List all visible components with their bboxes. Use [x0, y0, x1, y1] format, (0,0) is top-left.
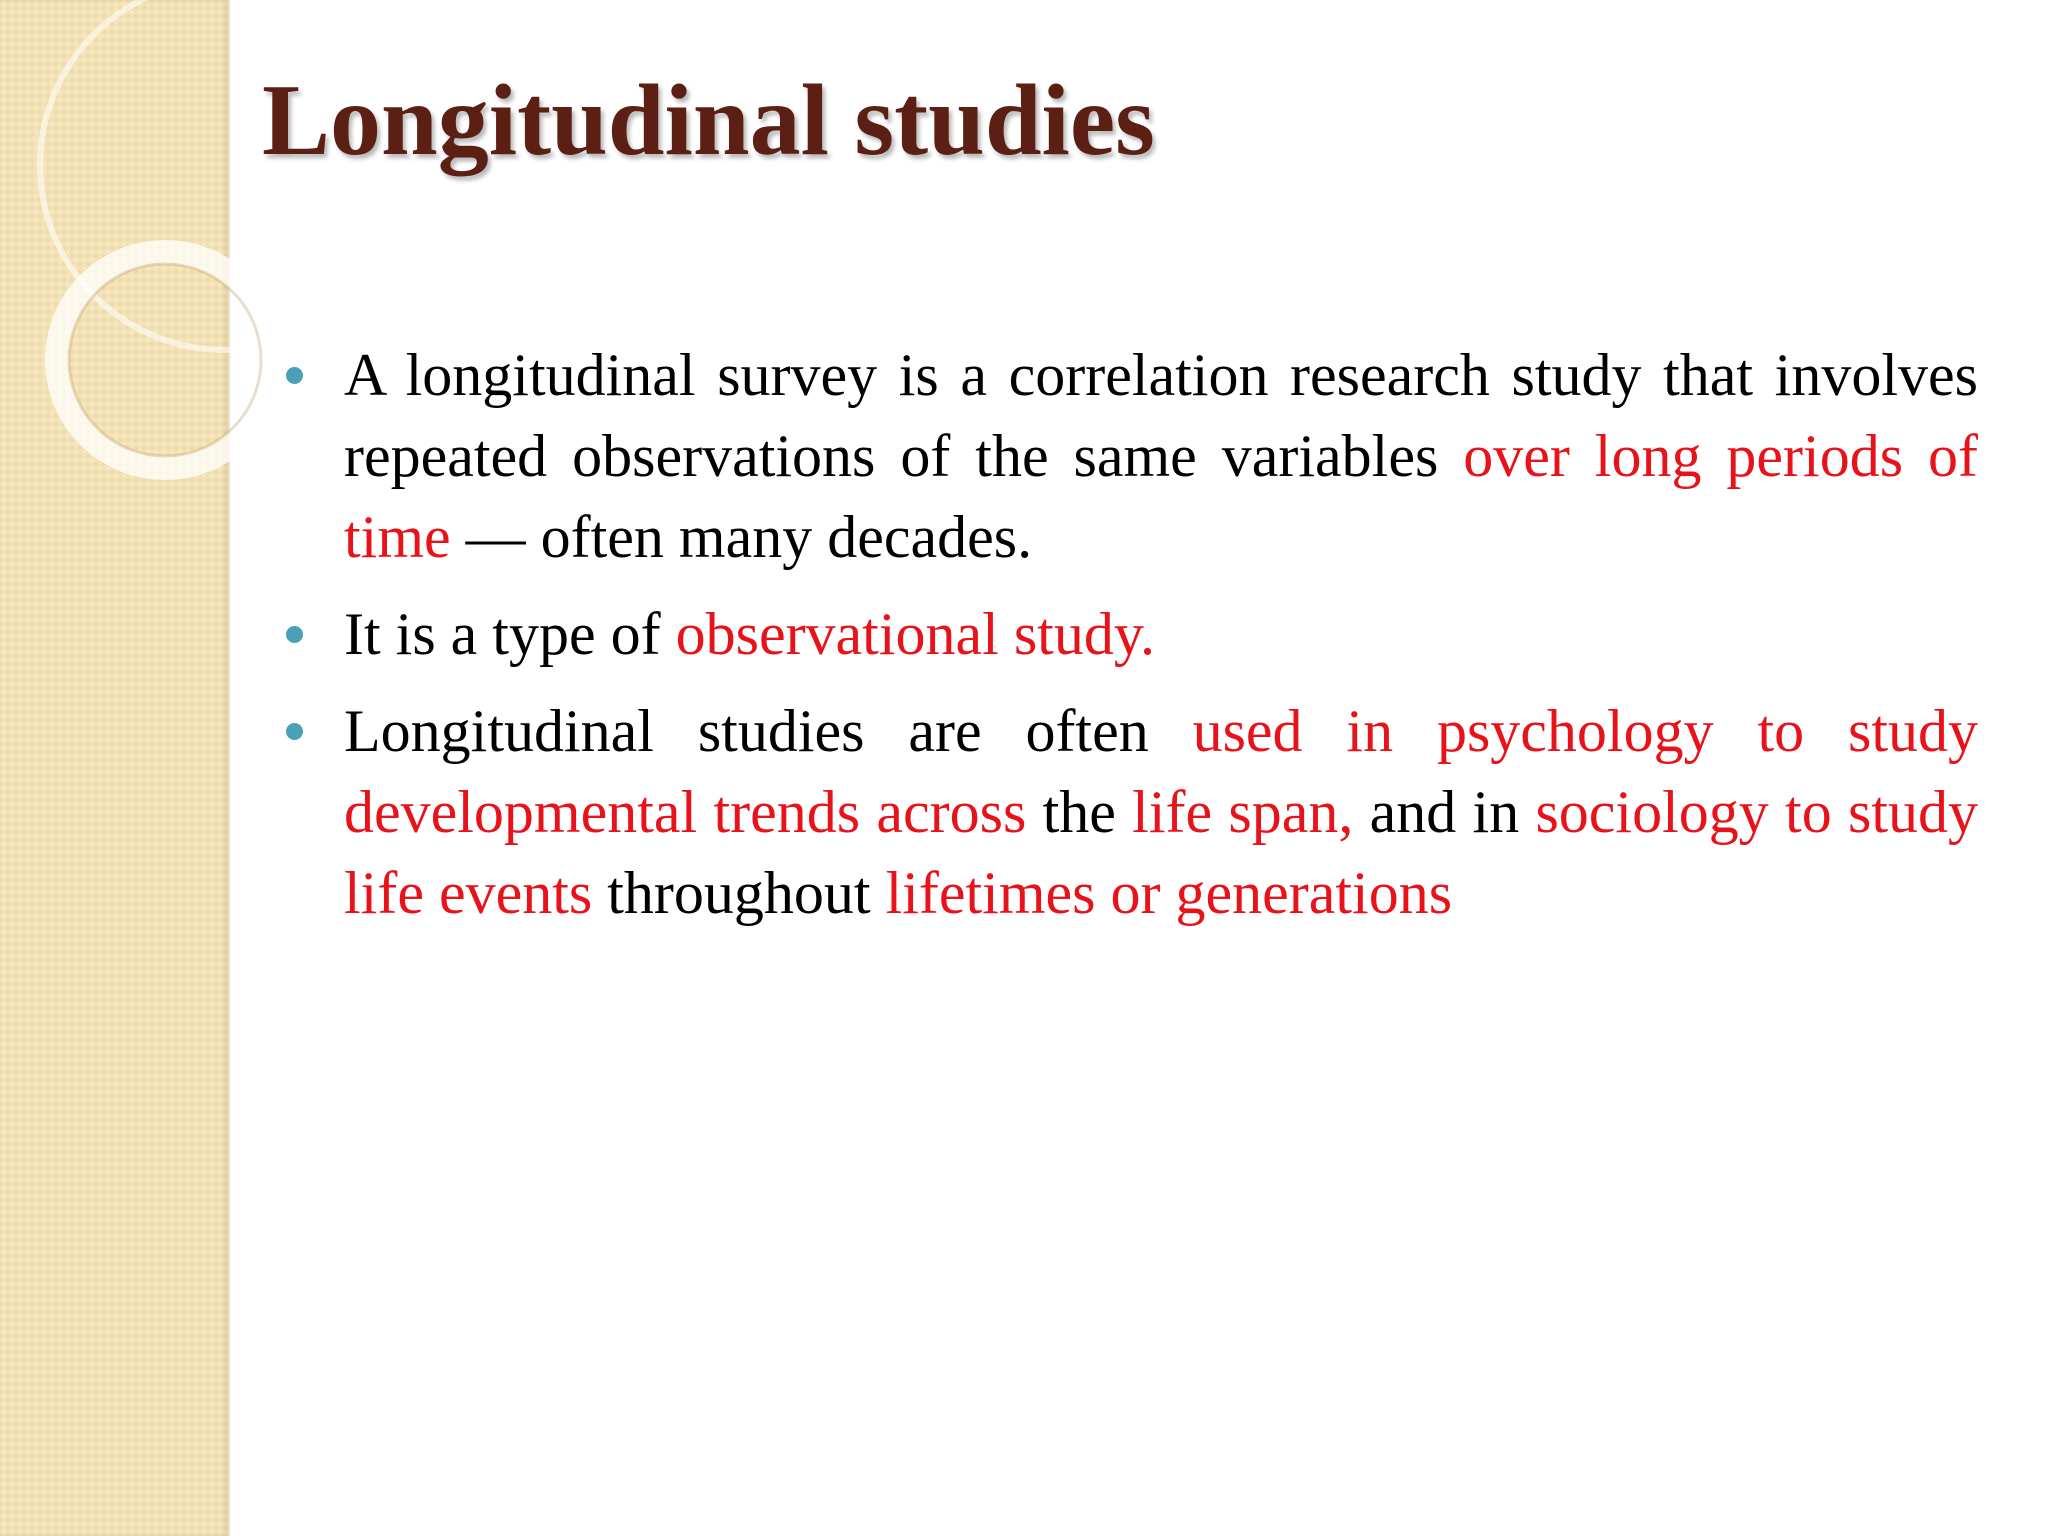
highlight-segment: used in psychology to study developmental trends across [344, 698, 1978, 845]
text-segment: and in [1353, 779, 1536, 845]
bullet-item [344, 335, 1978, 578]
text-segment: A longitudinal survey is a correlation research study that involves repeated observations of the same variables [344, 342, 1978, 489]
decorative-ring-small [57, 252, 273, 468]
bullet-dot-icon [286, 626, 303, 643]
text-segment: throughout [592, 860, 886, 926]
slide-title: Longitudinal studies [262, 64, 1155, 177]
bullet-list [262, 335, 1978, 950]
text-segment: Longitudinal studies are often [344, 698, 1193, 764]
text-segment: the [1026, 779, 1133, 845]
highlight-segment: sociology to study life events [344, 779, 1978, 926]
bullet-dot-icon [286, 723, 303, 740]
bullet-item [344, 691, 1978, 934]
bullet-dot-icon [286, 367, 303, 384]
highlight-segment: life span, [1132, 779, 1354, 845]
highlight-segment: observational study. [675, 601, 1155, 667]
bullet-item [344, 594, 1978, 675]
text-segment: It is a type of [344, 601, 676, 667]
highlight-segment: over long periods of time [344, 423, 1978, 570]
text-segment: — often many decades. [450, 504, 1033, 570]
decorative-rings [0, 0, 300, 520]
decorative-ring-small-shadow [69, 264, 261, 456]
highlight-segment: lifetimes or generations [885, 860, 1453, 926]
